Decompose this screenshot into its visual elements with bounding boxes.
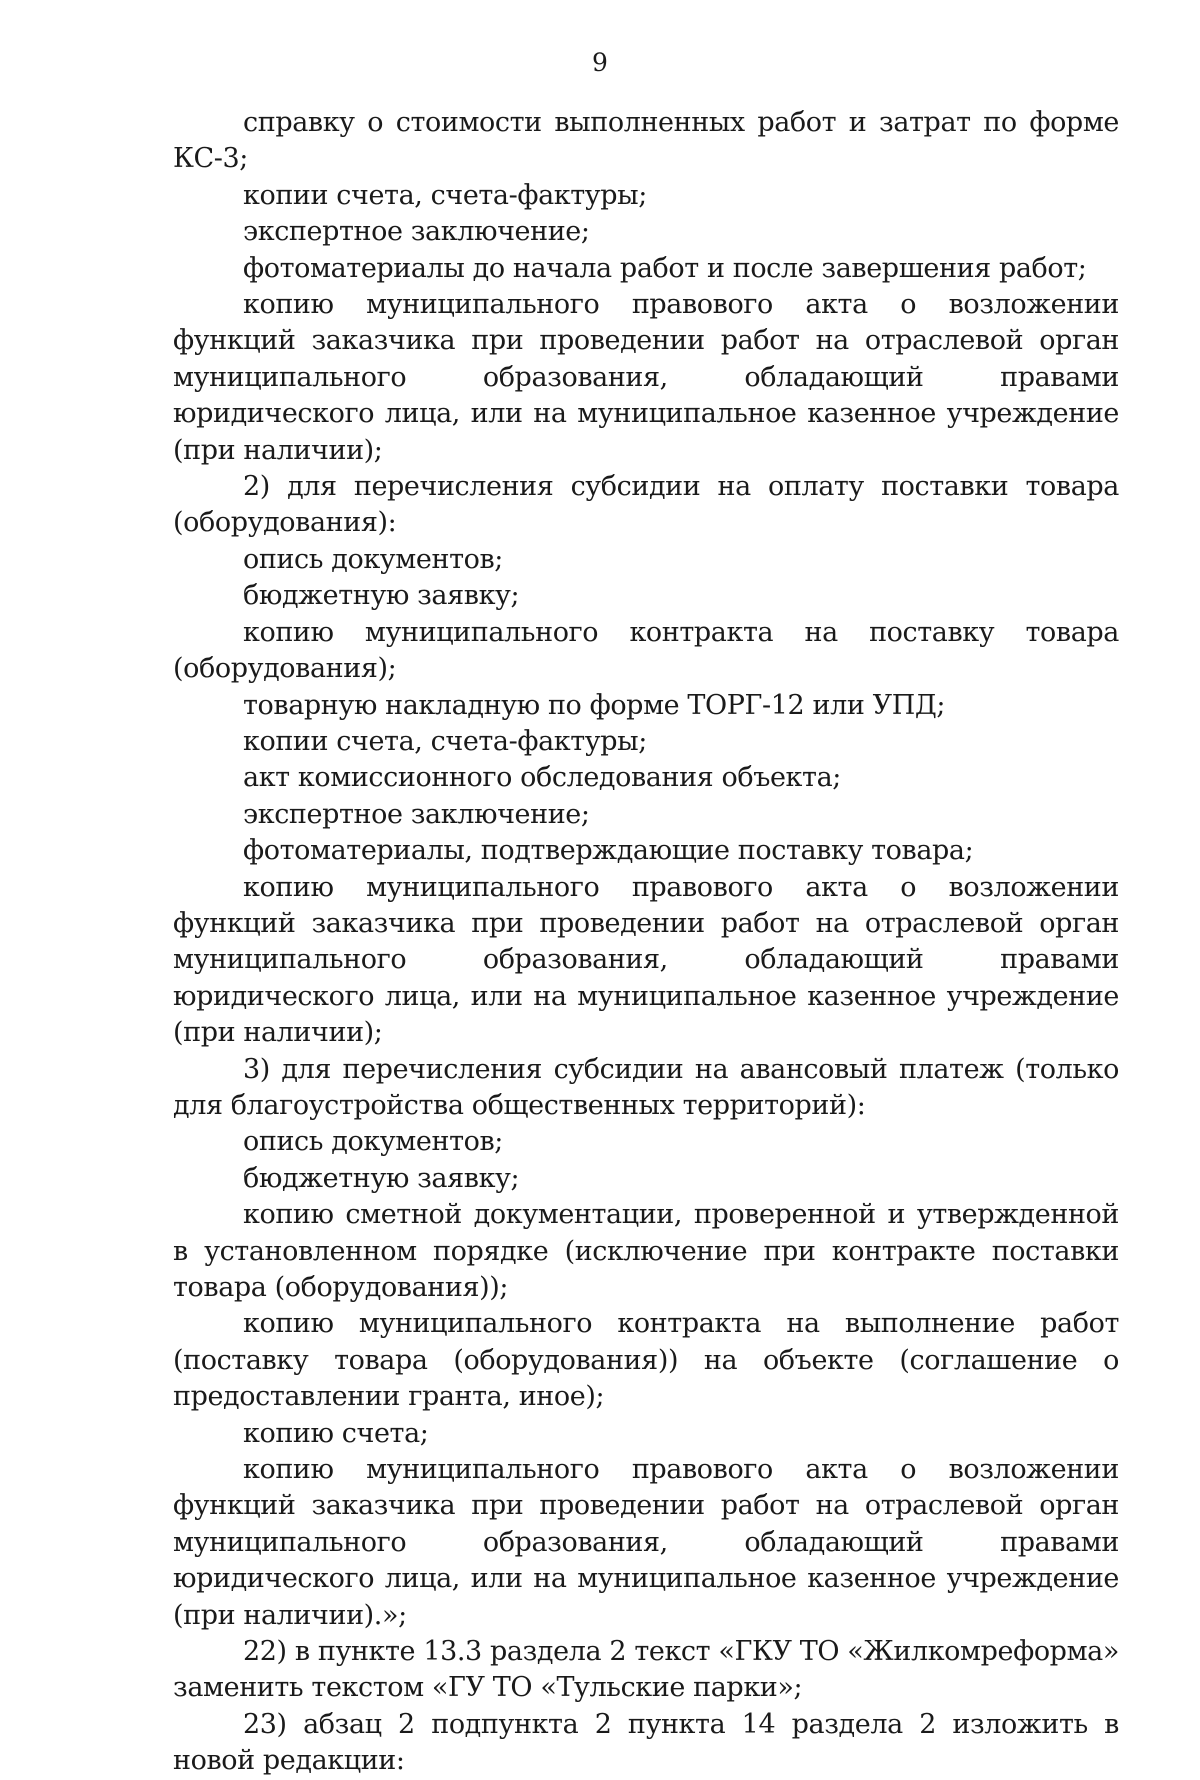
paragraph: копию муниципального контракта на выполнение работ (поставку товара (оборудования)) на объекте (соглашение о предоставлении гранта, иное);: [173, 1308, 1119, 1413]
paragraph: копии счета, счета-фактуры;: [243, 179, 647, 211]
paragraph: экспертное заключение;: [243, 798, 590, 830]
paragraph: копию сметной документации, проверенной и утвержденной в установленном порядке (исключение при контракте поставки товара (оборудования));: [173, 1199, 1119, 1303]
paragraph: 3) для перечисления субсидии на авансовый платеж (только для благоустройства общественных территорий):: [173, 1053, 1119, 1121]
paragraph: копию муниципального правового акта о возложении функций заказчика при проведении работ на отраслевой орган муниципального образования, обладающий правами юридического лица, или на муниципальное казенное учреждение (при наличии);: [173, 289, 1119, 466]
paragraph: фотоматериалы, подтверждающие поставку товара;: [243, 835, 974, 867]
paragraph: опись документов;: [243, 543, 503, 575]
paragraph: 23) абзац 2 подпункта 2 пункта 14 раздела 2 изложить в новой редакции:: [173, 1708, 1119, 1777]
document-body: [173, 105, 1119, 1780]
paragraph: фотоматериалы до начала работ и после завершения работ;: [243, 252, 1087, 284]
paragraph: бюджетную заявку;: [243, 1162, 520, 1194]
paragraph: 22) в пункте 13.3 раздела 2 текст «ГКУ ТО «Жилкомреформа» заменить текстом «ГУ ТО «Тульские парки»;: [173, 1636, 1119, 1704]
paragraph: акт комиссионного обследования объекта;: [243, 762, 841, 794]
paragraph: копию муниципального правового акта о возложении функций заказчика при проведении работ на отраслевой орган муниципального образования, обладающий правами юридического лица, или на муниципальное казенное учреждение (при наличии);: [173, 871, 1119, 1049]
page-number: 9: [592, 48, 608, 77]
paragraph: 2) для перечисления субсидии на оплату поставки товара (оборудования):: [173, 471, 1119, 539]
paragraph: товарную накладную по форме ТОРГ-12 или УПД;: [243, 689, 946, 721]
paragraph: опись документов;: [243, 1126, 503, 1158]
paragraph: бюджетную заявку;: [243, 580, 520, 612]
paragraph: копию муниципального контракта на поставку товара (оборудования);: [173, 616, 1119, 685]
paragraph: копии счета, счета-фактуры;: [243, 725, 647, 757]
paragraph: копию счета;: [243, 1417, 429, 1449]
paragraph: справку о стоимости выполненных работ и затрат по форме КС-3;: [173, 107, 1119, 175]
paragraph: экспертное заключение;: [243, 216, 590, 248]
paragraph: копию муниципального правового акта о возложении функций заказчика при проведении работ на отраслевой орган муниципального образования, обладающий правами юридического лица, или на муниципальное казенное учреждение (при наличии).»;: [173, 1454, 1119, 1631]
